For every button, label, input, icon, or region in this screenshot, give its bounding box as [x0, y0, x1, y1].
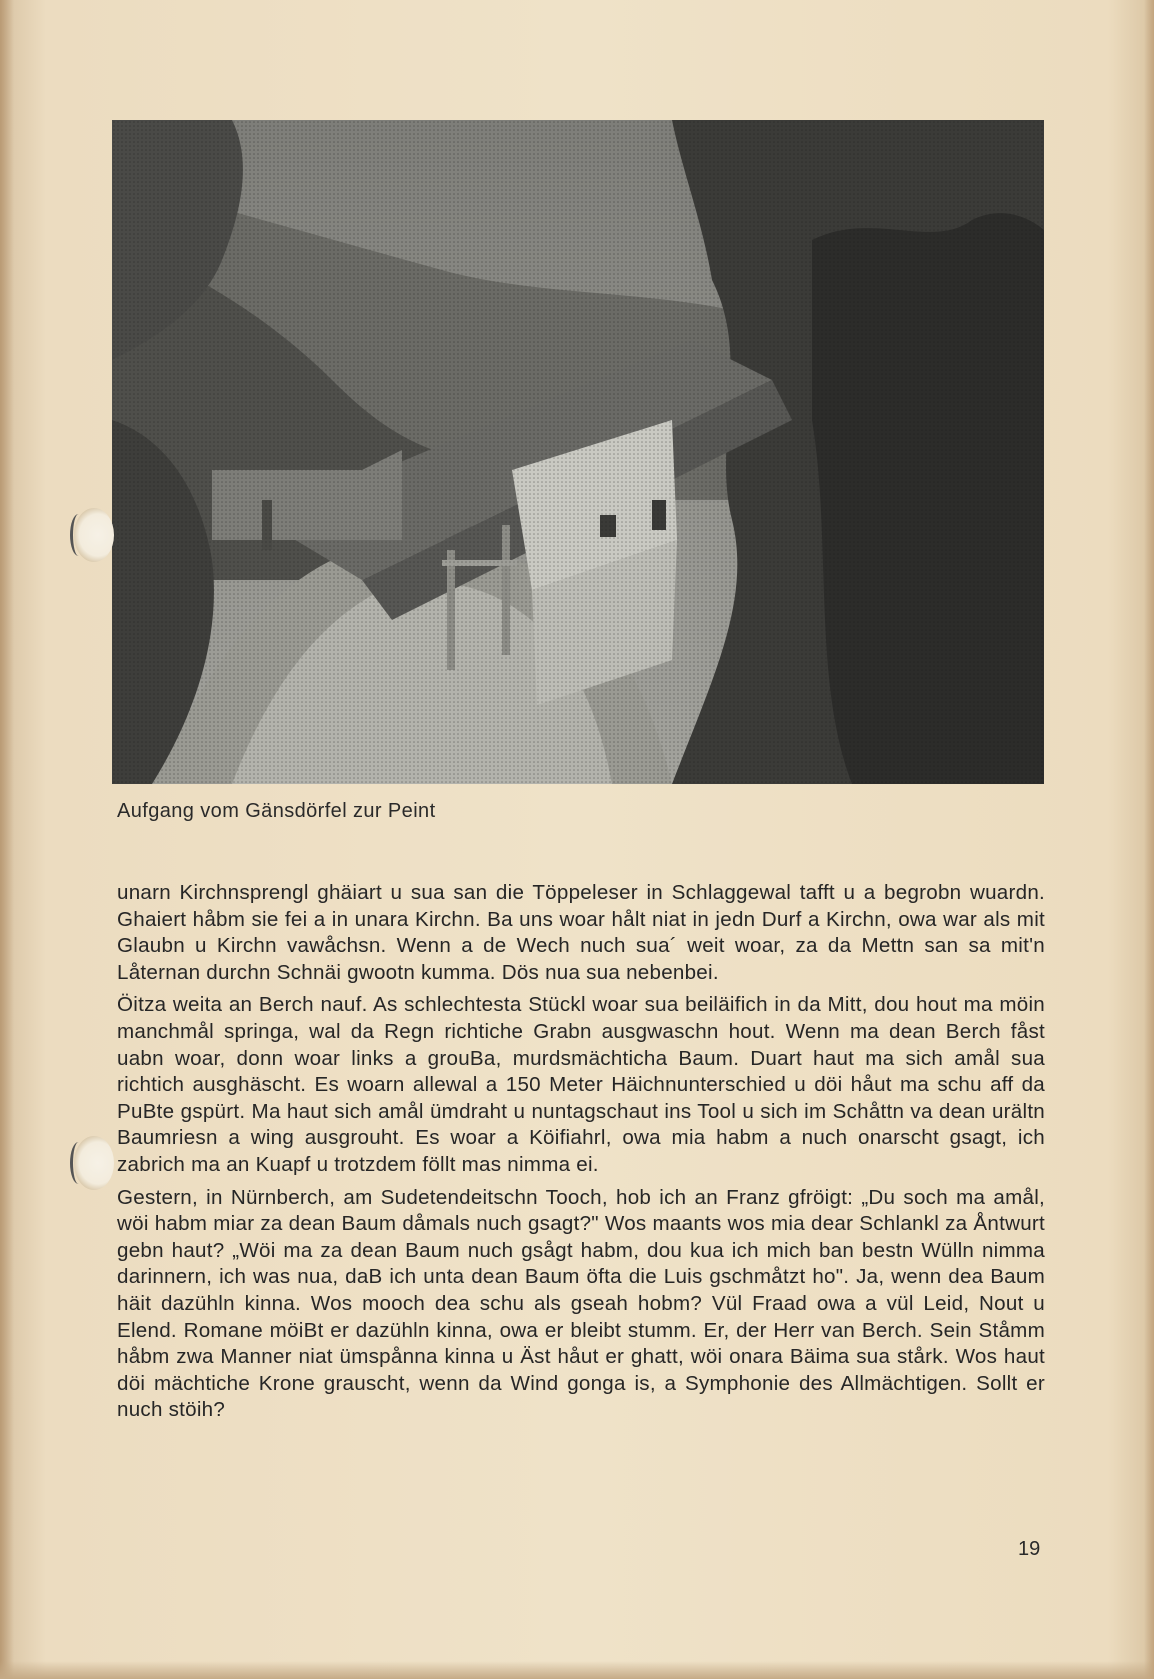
photo-of-cottage-icon — [112, 120, 1044, 784]
page-bottom-edge — [0, 1661, 1154, 1679]
page-number: 19 — [1018, 1538, 1041, 1560]
paragraph-1: unarn Kirchnsprengl ghäiart u sua san die Töppeleser in Schlaggewal tafft u a begrobn wuardn. Ghaiert håbm sie fei a in unara Kirchn. Ba uns woar hålt niat in jedn Durf a Kirchn, owa war als mit Glaubn u Kirchn vawåchsn. Wenn a de Wech nuch sua´ weit woar, za da Mettn san sa mit'n Låternan durchn Schnäi gwootn kumma. Dös nua sua nebenbei. — [117, 881, 1045, 984]
body-text — [117, 880, 1045, 1430]
punch-hole-bottom — [74, 1136, 114, 1190]
cottage-photo — [112, 120, 1044, 784]
paragraph-3: Gestern, in Nürnberch, am Sudetendeitschn Tooch, hob ich an Franz gfröigt: „Du soch ma amål, wöi habm miar za dean Baum dåmals nuch gsagt?" Wos maants wos mia dear Schlankl za Åntwurt gebn haut? „Wöi ma za dean Baum nuch gsågt habm, dou kua ich mich ban bestn Wülln nimma darinnern, ich was nua, daB ich unta dean Baum öfta die Luis gschmåtzt ho". Ja, wenn dea Baum häit dazühln kinna. Wos mooch dea schu als gseah hobm? Vül Fraad owa a vül Leid, Nout u Elend. Romane möiBt er dazühln kinna, owa er bleibt stumm. Er, der Herr van Berch. Sein Ståmm håbm zwa Manner niat ümspånna kinna u Äst håut er ghatt, wöi onara Bäima sua stårk. Wos haut döi mächtiche Krone grauscht, wenn da Wind gonga is, a Symphonie des Allmächtigen. Sollt er nuch stöih? — [117, 1185, 1045, 1422]
photo-caption: Aufgang vom Gänsdörfel zur Peint — [117, 800, 436, 822]
paragraph-2: Öitza weita an Berch nauf. As schlechtesta Stückl woar sua beiläifich in da Mitt, dou hout ma möin manchmål springa, wal da Regn richtiche Grabn ausgwaschn hout. Wenn ma dean Berch fåst uabn woar, donn woar links a grouBa, murdsmächticha Baum. Duart haut ma sich amål sua richtich ausghäscht. Es woarn allewal a 150 Meter Häichnunterschied u döi håut ma schu aff da PuBte gspürt. Ma haut sich amål ümdraht u nuntagschaut ins Tool u sich im Schåttn va dean urältn Baumriesn a wing ausgrouht. Es woar a Köifiahrl, owa mia habm a nuch onarscht gsagt, ich zabrich ma an Kuapf u trotzdem föllt mas nimma ei. — [117, 993, 1045, 1176]
punch-hole-top — [74, 508, 114, 562]
